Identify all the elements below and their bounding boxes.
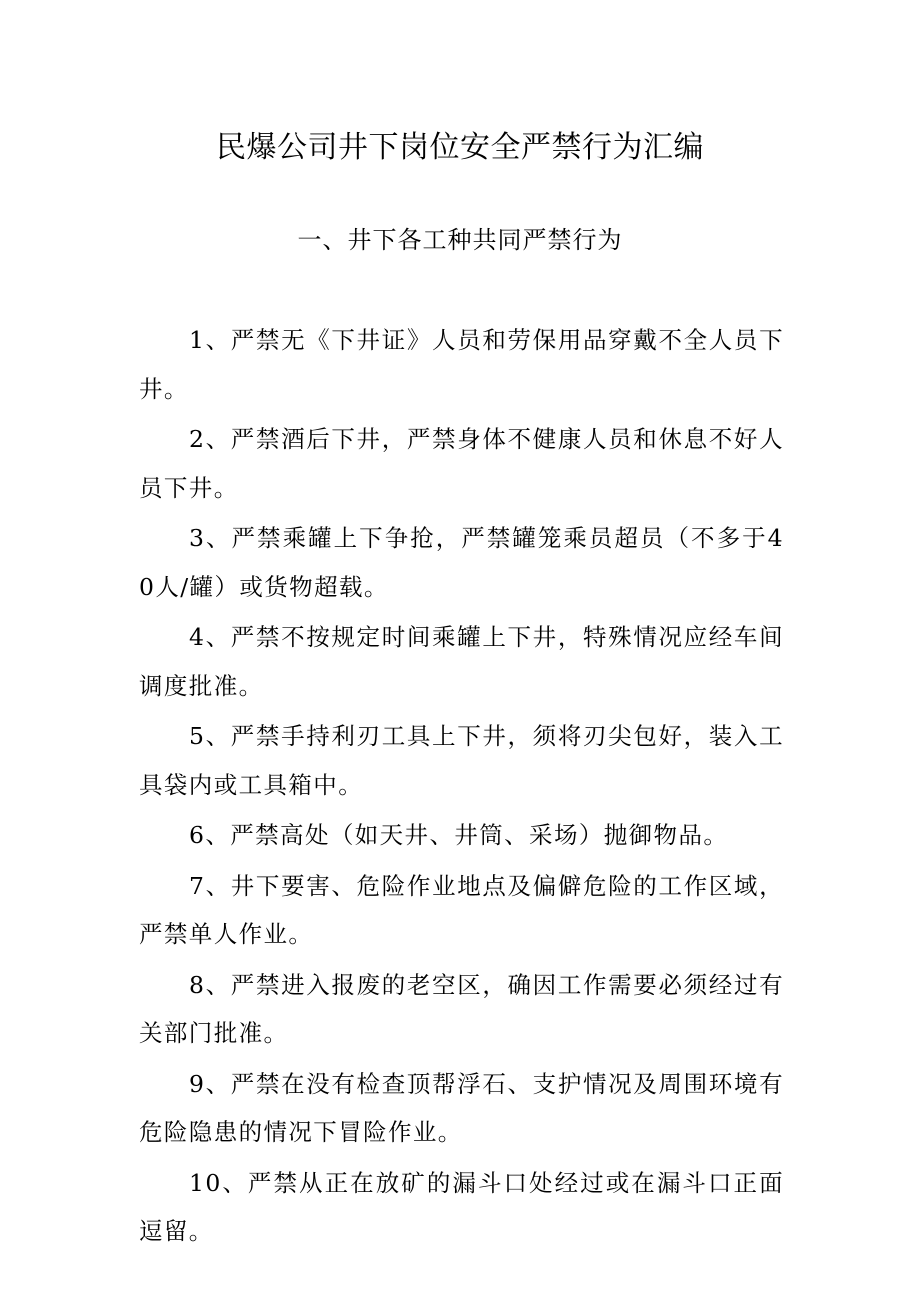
rule-item-8: 8、严禁进入报废的老空区，确因工作需要必须经过有关部门批准。	[139, 970, 784, 1047]
document-title: 民爆公司井下岗位安全严禁行为汇编	[216, 130, 704, 165]
rule-item-2: 2、严禁酒后下井，严禁身体不健康人员和休息不好人员下井。	[139, 425, 784, 502]
section-title: 一、井下各工种共同严禁行为	[297, 226, 623, 254]
rule-item-3: 3、严禁乘罐上下争抢，严禁罐笼乘员超员（不多于40人/罐）或货物超载。	[139, 524, 784, 601]
rule-list	[139, 316, 784, 1258]
rule-item-5: 5、严禁手持利刃工具上下井，须将刃尖包好，装入工具袋内或工具箱中。	[139, 722, 784, 799]
rule-item-7: 7、井下要害、危险作业地点及偏僻危险的工作区域，严禁单人作业。	[139, 871, 784, 948]
rule-item-10: 10、严禁从正在放矿的漏斗口处经过或在漏斗口正面逗留。	[139, 1168, 784, 1245]
rule-item-6: 6、严禁高处（如天井、井筒、采场）抛御物品。	[189, 821, 729, 849]
rule-item-9: 9、严禁在没有检查顶帮浮石、支护情况及周围环境有危险隐患的情况下冒险作业。	[139, 1069, 784, 1146]
rule-item-4: 4、严禁不按规定时间乘罐上下井，特殊情况应经车间调度批准。	[139, 623, 784, 700]
rule-item-1: 1、严禁无《下井证》人员和劳保用品穿戴不全人员下井。	[139, 326, 784, 403]
